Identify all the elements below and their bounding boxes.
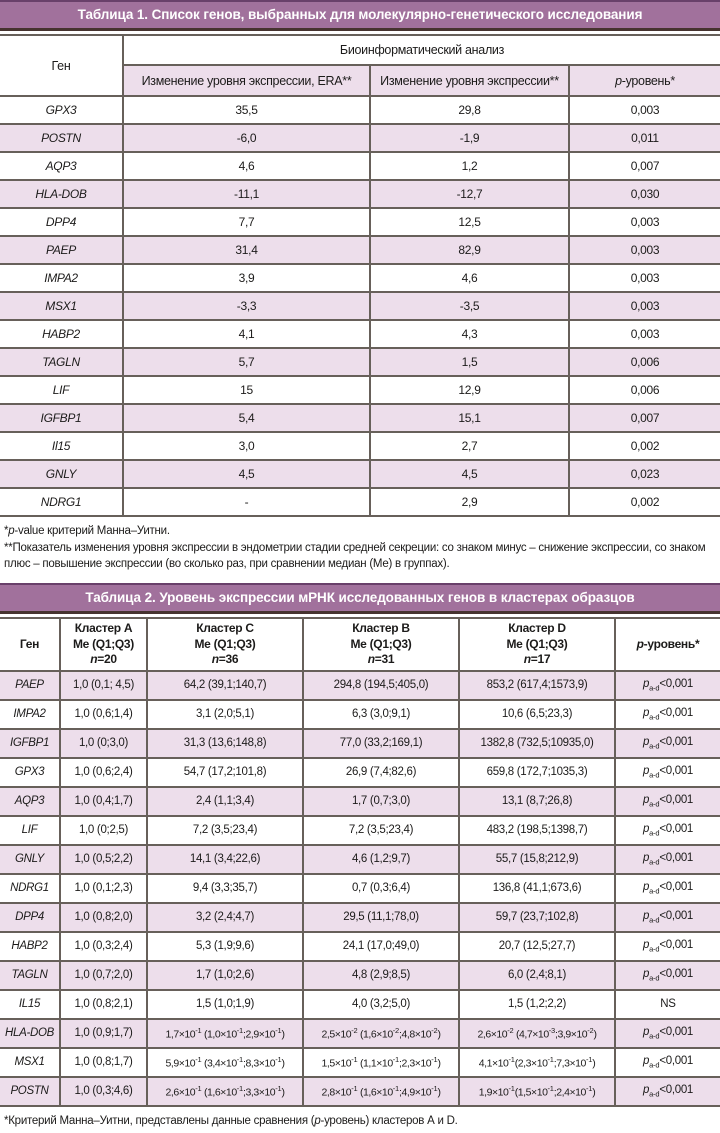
value-cell: $1,9\times 10^{-1}(1,5\times 10^{-1};2,4\times 10^{-1})$ <box>459 1077 615 1106</box>
value-cell: 3,2 (2,4;4,7) <box>147 903 303 932</box>
table1-body <box>0 96 720 516</box>
table-row <box>0 488 720 516</box>
value-cell: 4,8 (2,9;8,5) <box>303 961 459 990</box>
value-cell: 55,7 (15,8;212,9) <box>459 845 615 874</box>
value-cell: 0,006 <box>569 376 720 404</box>
value-cell: 24,1 (17,0;49,0) <box>303 932 459 961</box>
value-cell: 5,4 <box>123 404 370 432</box>
gene-cell: GNLY <box>0 460 123 488</box>
table-row <box>0 236 720 264</box>
value-cell: 1,0 (0,8;2,0) <box>60 903 147 932</box>
table-row <box>0 208 720 236</box>
value-cell: 59,7 (23,7;102,8) <box>459 903 615 932</box>
value-cell: 7,2 (3,5;23,4) <box>147 816 303 845</box>
value-cell: 82,9 <box>370 236 569 264</box>
gene-cell: HABP2 <box>0 320 123 348</box>
value-cell: 136,8 (41,1;673,6) <box>459 874 615 903</box>
gene-cell: GPX3 <box>0 758 60 787</box>
gene-cell: DPP4 <box>0 208 123 236</box>
table-row <box>0 990 720 1019</box>
value-cell: $p_{a-d}<0,001$ <box>615 816 720 845</box>
value-cell: 294,8 (194,5;405,0) <box>303 671 459 700</box>
value-cell: $p_{a-d}<0,001$ <box>615 1077 720 1106</box>
value-cell: $p_{a-d}<0,001$ <box>615 671 720 700</box>
gene-cell: HLA-DOB <box>0 180 123 208</box>
value-cell: 1,5 (1,0;1,9) <box>147 990 303 1019</box>
value-cell: 1,7 (1,0;2,6) <box>147 961 303 990</box>
table1-title: Таблица 1. Список генов, выбранных для молекулярно-генетического исследования <box>0 0 720 31</box>
value-cell: 0,002 <box>569 488 720 516</box>
value-cell: 1,0 (0,8;1,7) <box>60 1048 147 1077</box>
value-cell: 26,9 (7,4;82,6) <box>303 758 459 787</box>
gene-cell: MSX1 <box>0 1048 60 1077</box>
value-cell: 77,0 (33,2;169,1) <box>303 729 459 758</box>
gene-cell: TAGLN <box>0 348 123 376</box>
value-cell: $p_{a-d}<0,001$ <box>615 758 720 787</box>
value-cell: 4,5 <box>123 460 370 488</box>
value-cell: 12,9 <box>370 376 569 404</box>
gene-cell: HLA-DOB <box>0 1019 60 1048</box>
value-cell: 3,9 <box>123 264 370 292</box>
value-cell: 1,0 (0,8;2,1) <box>60 990 147 1019</box>
value-cell: -11,1 <box>123 180 370 208</box>
table-row <box>0 376 720 404</box>
value-cell: 7,7 <box>123 208 370 236</box>
value-cell: $p_{a-d}<0,001$ <box>615 961 720 990</box>
value-cell: 15,1 <box>370 404 569 432</box>
value-cell: 31,4 <box>123 236 370 264</box>
value-cell: 1,5 (1,2;2,2) <box>459 990 615 1019</box>
value-cell: 35,5 <box>123 96 370 124</box>
table2-cluster-a-header: Кластер А Ме (Q1;Q3) n=20 <box>60 618 147 671</box>
gene-cell: IGFBP1 <box>0 729 60 758</box>
value-cell: $2,5\times 10^{-2}$ $(1,6\times 10^{-2};4,8\times 10^{-2})$ <box>303 1019 459 1048</box>
value-cell: 0,003 <box>569 208 720 236</box>
gene-cell: NDRG1 <box>0 488 123 516</box>
table-row <box>0 460 720 488</box>
table-row <box>0 816 720 845</box>
value-cell: 9,4 (3,3;35,7) <box>147 874 303 903</box>
value-cell: 4,5 <box>370 460 569 488</box>
value-cell: 1,0 (0,1;2,3) <box>60 874 147 903</box>
value-cell: -1,9 <box>370 124 569 152</box>
table2-cluster-c-header: Кластер С Ме (Q1;Q3) n=36 <box>147 618 303 671</box>
gene-cell: TAGLN <box>0 961 60 990</box>
value-cell: $1,5\times 10^{-1}$ $(1,1\times 10^{-1};2,3\times 10^{-1})$ <box>303 1048 459 1077</box>
gene-cell: LIF <box>0 376 123 404</box>
value-cell: 13,1 (8,7;26,8) <box>459 787 615 816</box>
value-cell: 15 <box>123 376 370 404</box>
table-row <box>0 152 720 180</box>
table-row <box>0 903 720 932</box>
value-cell: 1,0 (0,3;2,4) <box>60 932 147 961</box>
value-cell: 0,003 <box>569 292 720 320</box>
value-cell: 4,3 <box>370 320 569 348</box>
value-cell: 0,003 <box>569 264 720 292</box>
table2-cluster-d-header: Кластер D Ме (Q1;Q3) n=17 <box>459 618 615 671</box>
gene-cell: IMPA2 <box>0 700 60 729</box>
value-cell: NS <box>615 990 720 1019</box>
table2-mrna-expression <box>0 617 720 1107</box>
value-cell: 29,5 (11,1;78,0) <box>303 903 459 932</box>
value-cell: $p_{a-d}<0,001$ <box>615 932 720 961</box>
value-cell: $4,1\times 10^{-1}(2,3\times 10^{-1};7,3\times 10^{-1})$ <box>459 1048 615 1077</box>
value-cell: 853,2 (617,4;1573,9) <box>459 671 615 700</box>
table-row <box>0 845 720 874</box>
table2-cluster-b-header: Кластер В Ме (Q1;Q3) n=31 <box>303 618 459 671</box>
gene-cell: POSTN <box>0 1077 60 1106</box>
value-cell: 659,8 (172,7;1035,3) <box>459 758 615 787</box>
value-cell: $p_{a-d}<0,001$ <box>615 1019 720 1048</box>
value-cell: $2,6\times 10^{-1}$ $(1,6\times 10^{-1};3,3\times 10^{-1})$ <box>147 1077 303 1106</box>
table2-footnotes <box>0 1107 720 1133</box>
value-cell: 0,006 <box>569 348 720 376</box>
value-cell: $5,9\times 10^{-1}$ $(3,4\times 10^{-1};8,3\times 10^{-1})$ <box>147 1048 303 1077</box>
table1-footnote-1: *p-value критерий Манна–Уитни. <box>4 525 170 537</box>
gene-cell: POSTN <box>0 124 123 152</box>
gene-cell: AQP3 <box>0 152 123 180</box>
table2-p-column-header: p-уровень* <box>615 618 720 671</box>
table-row <box>0 180 720 208</box>
table-row <box>0 404 720 432</box>
value-cell: 0,7 (0,3;6,4) <box>303 874 459 903</box>
value-cell: 1,0 (0,4;1,7) <box>60 787 147 816</box>
table1-gene-column-header: Ген <box>0 35 123 96</box>
value-cell: 0,007 <box>569 404 720 432</box>
value-cell: 6,0 (2,4;8,1) <box>459 961 615 990</box>
gene-cell: MSX1 <box>0 292 123 320</box>
table1-subheader-p: p-уровень* <box>569 65 720 96</box>
value-cell: 1,2 <box>370 152 569 180</box>
table-row <box>0 348 720 376</box>
value-cell: 0,007 <box>569 152 720 180</box>
table-row <box>0 320 720 348</box>
gene-cell: IL15 <box>0 990 60 1019</box>
value-cell: 1,0 (0,7;2,0) <box>60 961 147 990</box>
value-cell: 1,0 (0,3;4,6) <box>60 1077 147 1106</box>
value-cell: 2,4 (1,1;3,4) <box>147 787 303 816</box>
table-row <box>0 932 720 961</box>
table2-gene-column-header: Ген <box>0 618 60 671</box>
value-cell: 1,0 (0;3,0) <box>60 729 147 758</box>
value-cell: -3,3 <box>123 292 370 320</box>
table-row <box>0 671 720 700</box>
value-cell: 2,7 <box>370 432 569 460</box>
value-cell: 4,6 <box>123 152 370 180</box>
value-cell: 54,7 (17,2;101,8) <box>147 758 303 787</box>
gene-cell: DPP4 <box>0 903 60 932</box>
value-cell: 12,5 <box>370 208 569 236</box>
table1-header <box>0 35 720 96</box>
value-cell: $2,8\times 10^{-1}$ $(1,6\times 10^{-1};4,9\times 10^{-1})$ <box>303 1077 459 1106</box>
gene-cell: LIF <box>0 816 60 845</box>
table2-footnote-1: *Критерий Манна–Уитни, представлены данные сравнения (p-уровень) кластеров А и D. <box>4 1114 458 1127</box>
value-cell: 5,7 <box>123 348 370 376</box>
value-cell: 0,003 <box>569 96 720 124</box>
table1-footnote-2: **Показатель изменения уровня экспрессии в эндометрии стадии средней секреции: со знаком минус – снижение экспрессии, со знаком плюс – повышение экспрессии (во сколько раз, при сравнении медиан (Ме) в группах). <box>4 541 706 571</box>
table2-title: Таблица 2. Уровень экспрессии мРНК исследованных генов в кластерах образцов <box>0 583 720 614</box>
value-cell: 0,023 <box>569 460 720 488</box>
value-cell: 1,0 (0,5;2,2) <box>60 845 147 874</box>
value-cell: 0,003 <box>569 236 720 264</box>
value-cell: $1,7\times 10^{-1}$ $(1,0\times 10^{-1};2,9\times 10^{-1})$ <box>147 1019 303 1048</box>
value-cell: 2,9 <box>370 488 569 516</box>
value-cell: 1,5 <box>370 348 569 376</box>
table-row <box>0 961 720 990</box>
table1-group-header: Биоинформатический анализ <box>123 35 720 65</box>
table-row <box>0 758 720 787</box>
value-cell: 1,0 (0,9;1,7) <box>60 1019 147 1048</box>
value-cell: -6,0 <box>123 124 370 152</box>
gene-cell: AQP3 <box>0 787 60 816</box>
value-cell: 0,030 <box>569 180 720 208</box>
value-cell: 10,6 (6,5;23,3) <box>459 700 615 729</box>
table-row <box>0 1077 720 1106</box>
table-row <box>0 264 720 292</box>
value-cell: 29,8 <box>370 96 569 124</box>
value-cell: -3,5 <box>370 292 569 320</box>
value-cell: 7,2 (3,5;23,4) <box>303 816 459 845</box>
value-cell: - <box>123 488 370 516</box>
value-cell: 1,0 (0,1; 4,5) <box>60 671 147 700</box>
table2-header <box>0 618 720 671</box>
table-row <box>0 432 720 460</box>
table-row <box>0 1048 720 1077</box>
value-cell: 4,0 (3,2;5,0) <box>303 990 459 1019</box>
table1-genes-list <box>0 34 720 517</box>
value-cell: $p_{a-d}<0,001$ <box>615 700 720 729</box>
value-cell: 4,6 (1,2;9,7) <box>303 845 459 874</box>
gene-cell: PAEP <box>0 671 60 700</box>
table-row <box>0 874 720 903</box>
value-cell: 3,1 (2,0;5,1) <box>147 700 303 729</box>
table-row <box>0 292 720 320</box>
value-cell: 64,2 (39,1;140,7) <box>147 671 303 700</box>
value-cell: 1,0 (0,6;2,4) <box>60 758 147 787</box>
value-cell: 483,2 (198,5;1398,7) <box>459 816 615 845</box>
value-cell: 4,6 <box>370 264 569 292</box>
value-cell: 0,011 <box>569 124 720 152</box>
table1-subheader-expr: Изменение уровня экспрессии** <box>370 65 569 96</box>
value-cell: 5,3 (1,9;9,6) <box>147 932 303 961</box>
value-cell: $p_{a-d}<0,001$ <box>615 1048 720 1077</box>
gene-cell: GNLY <box>0 845 60 874</box>
table1-footnotes <box>0 517 720 577</box>
gene-cell: NDRG1 <box>0 874 60 903</box>
value-cell: $p_{a-d}<0,001$ <box>615 787 720 816</box>
value-cell: $2,6\times 10^{-2}$ $(4,7\times 10^{-3};3,9\times 10^{-2})$ <box>459 1019 615 1048</box>
value-cell: 1,7 (0,7;3,0) <box>303 787 459 816</box>
table-row <box>0 96 720 124</box>
value-cell: 6,3 (3,0;9,1) <box>303 700 459 729</box>
value-cell: $p_{a-d}<0,001$ <box>615 729 720 758</box>
value-cell: 31,3 (13,6;148,8) <box>147 729 303 758</box>
table-row <box>0 700 720 729</box>
value-cell: 0,002 <box>569 432 720 460</box>
gene-cell: HABP2 <box>0 932 60 961</box>
value-cell: $p_{a-d}<0,001$ <box>615 845 720 874</box>
value-cell: 20,7 (12,5;27,7) <box>459 932 615 961</box>
table-row <box>0 729 720 758</box>
value-cell: $p_{a-d}<0,001$ <box>615 874 720 903</box>
table2-body <box>0 671 720 1106</box>
value-cell: 3,0 <box>123 432 370 460</box>
gene-cell: IGFBP1 <box>0 404 123 432</box>
value-cell: -12,7 <box>370 180 569 208</box>
table-row <box>0 787 720 816</box>
table-row <box>0 124 720 152</box>
table-row <box>0 1019 720 1048</box>
value-cell: 4,1 <box>123 320 370 348</box>
value-cell: 1,0 (0;2,5) <box>60 816 147 845</box>
value-cell: 1382,8 (732,5;10935,0) <box>459 729 615 758</box>
gene-cell: IMPA2 <box>0 264 123 292</box>
gene-cell: PAEP <box>0 236 123 264</box>
value-cell: 0,003 <box>569 320 720 348</box>
gene-cell: Il15 <box>0 432 123 460</box>
value-cell: 1,0 (0,6;1,4) <box>60 700 147 729</box>
value-cell: 14,1 (3,4;22,6) <box>147 845 303 874</box>
value-cell: $p_{a-d}<0,001$ <box>615 903 720 932</box>
gene-cell: GPX3 <box>0 96 123 124</box>
table1-subheader-era: Изменение уровня экспрессии, ERA** <box>123 65 370 96</box>
